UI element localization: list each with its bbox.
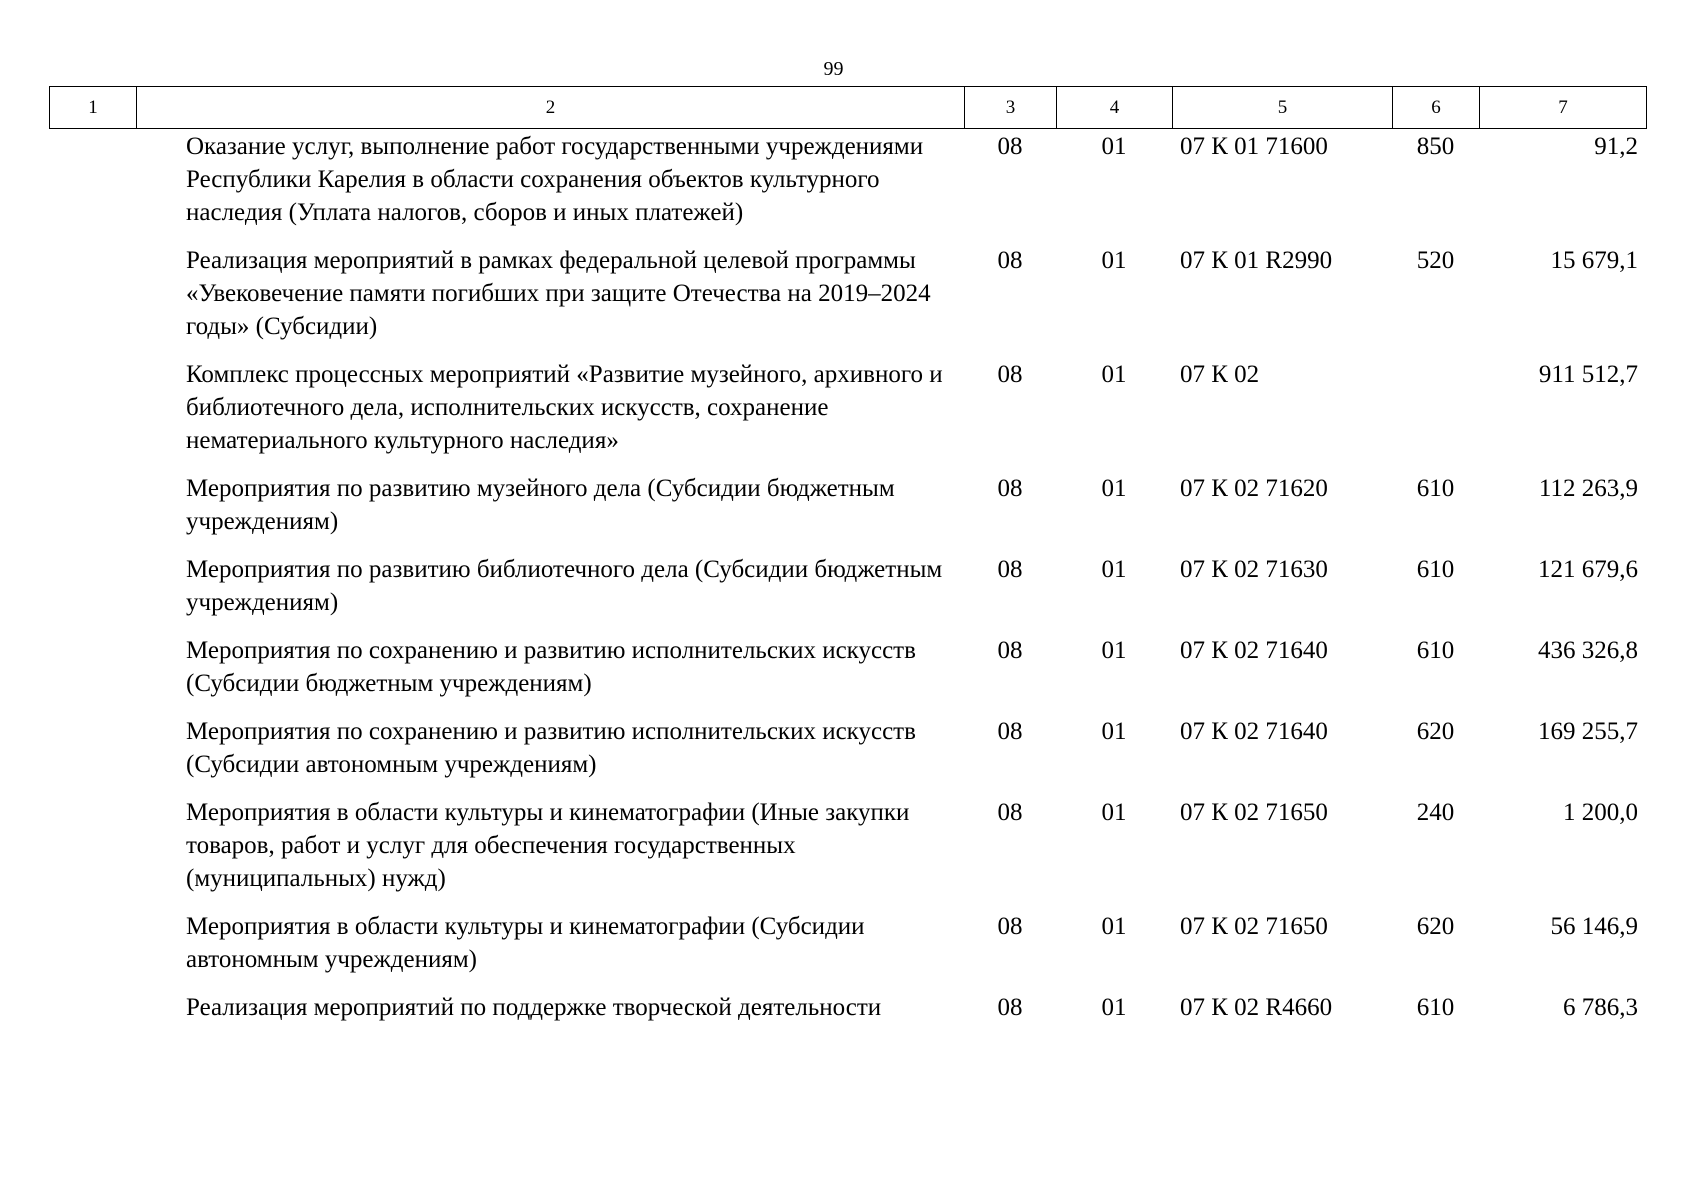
table-row (49, 553, 1646, 634)
table-header (49, 86, 1647, 129)
header-cell-2: 2 (137, 87, 965, 129)
cell-expense-type: 610 (1416, 556, 1455, 583)
cell-col-1 (49, 358, 91, 472)
cell-target-article: 07 К 02 (1180, 361, 1260, 388)
cell-col-1 (49, 244, 91, 358)
cell-amount: 169 255,7 (1538, 718, 1638, 745)
table-row (49, 796, 1646, 910)
header-cell-7: 7 (1480, 87, 1647, 129)
cell-section: 08 (997, 718, 1023, 745)
cell-subsection: 01 (1101, 133, 1127, 160)
header-cell-1: 1 (50, 87, 137, 129)
page-number-text: 99 (823, 58, 844, 80)
cell-amount: 56 146,9 (1550, 913, 1638, 940)
cell-target-article: 07 К 02 71630 (1180, 556, 1328, 583)
header-cell-3: 3 (965, 87, 1057, 129)
cell-col-1 (49, 472, 91, 553)
cell-target-article: 07 К 02 71650 (1180, 799, 1328, 826)
cell-amount: 6 786,3 (1563, 994, 1638, 1021)
cell-col-1 (49, 910, 91, 991)
cell-section: 08 (997, 361, 1023, 388)
cell-amount: 1 200,0 (1563, 799, 1638, 826)
cell-target-article: 07 К 02 71640 (1180, 718, 1328, 745)
cell-subsection: 01 (1101, 247, 1127, 274)
cell-expense-type: 610 (1416, 994, 1455, 1021)
cell-description: Мероприятия по сохранению и развитию исполнительских искусств (Субсидии автономным учреждениям) (186, 718, 916, 778)
page-number (0, 58, 1697, 81)
cell-target-article: 07 К 02 R4660 (1180, 994, 1333, 1021)
cell-section: 08 (997, 247, 1023, 274)
cell-col-1 (49, 553, 91, 634)
cell-target-article: 07 К 02 71650 (1180, 913, 1328, 940)
cell-col-1 (49, 991, 91, 1039)
cell-subsection: 01 (1101, 475, 1127, 502)
cell-target-article: 07 К 02 71640 (1180, 637, 1328, 664)
cell-amount: 436 326,8 (1538, 637, 1638, 664)
cell-target-article: 07 К 02 71620 (1180, 475, 1328, 502)
budget-table (49, 130, 1646, 1039)
cell-expense-type: 850 (1416, 133, 1455, 160)
cell-expense-type: 520 (1416, 247, 1455, 274)
cell-description: Реализация мероприятий в рамках федеральной целевой программы «Увековечение памяти погибших при защите Отечества на 2019–2024 годы» (Субсидии) (186, 247, 931, 340)
cell-expense-type: 610 (1416, 475, 1455, 502)
cell-col-1 (49, 796, 91, 910)
cell-target-article: 07 К 01 71600 (1180, 133, 1328, 160)
cell-expense-type: 620 (1416, 913, 1455, 940)
cell-amount: 112 263,9 (1538, 475, 1638, 502)
cell-description: Оказание услуг, выполнение работ государственными учреждениями Республики Карелия в области сохранения объектов культурного наследия (Уплата налогов, сборов и иных платежей) (186, 133, 924, 226)
table-row (49, 634, 1646, 715)
cell-target-article: 07 К 01 R2990 (1180, 247, 1333, 274)
cell-section: 08 (997, 475, 1023, 502)
cell-section: 08 (997, 799, 1023, 826)
cell-section: 08 (997, 913, 1023, 940)
cell-amount: 15 679,1 (1550, 247, 1638, 274)
header-cell-6: 6 (1393, 87, 1480, 129)
cell-subsection: 01 (1101, 718, 1127, 745)
table-row (49, 910, 1646, 991)
cell-subsection: 01 (1101, 361, 1127, 388)
table-row (49, 244, 1646, 358)
cell-description: Реализация мероприятий по поддержке творческой деятельности (186, 994, 882, 1021)
cell-expense-type: 620 (1416, 718, 1455, 745)
cell-description: Мероприятия в области культуры и кинематографии (Субсидии автономным учреждениям) (186, 913, 865, 973)
table-row (49, 358, 1646, 472)
cell-expense-type: 610 (1416, 637, 1455, 664)
cell-col-1 (49, 715, 91, 796)
table-row (49, 130, 1646, 244)
cell-expense-type: 240 (1416, 799, 1455, 826)
cell-amount: 91,2 (1594, 133, 1638, 160)
cell-section: 08 (997, 637, 1023, 664)
cell-section: 08 (997, 133, 1023, 160)
cell-col-1 (49, 634, 91, 715)
cell-subsection: 01 (1101, 913, 1127, 940)
cell-section: 08 (997, 994, 1023, 1021)
cell-amount: 121 679,6 (1538, 556, 1638, 583)
cell-col-1 (49, 130, 91, 244)
cell-description: Мероприятия в области культуры и кинематографии (Иные закупки товаров, работ и услуг для обеспечения государственных (муниципальных) нужд) (186, 799, 910, 892)
header-cell-4: 4 (1057, 87, 1173, 129)
cell-description: Мероприятия по сохранению и развитию исполнительских искусств (Субсидии бюджетным учреждениям) (186, 637, 916, 697)
cell-description: Мероприятия по развитию библиотечного дела (Субсидии бюджетным учреждениям) (186, 556, 943, 616)
cell-subsection: 01 (1101, 994, 1127, 1021)
cell-description: Комплекс процессных мероприятий «Развитие музейного, архивного и библиотечного дела, исполнительских искусств, сохранение нематериального культурного наследия» (186, 361, 943, 454)
cell-description: Мероприятия по развитию музейного дела (Субсидии бюджетным учреждениям) (186, 475, 895, 535)
table-row (49, 715, 1646, 796)
table-row (49, 991, 1646, 1039)
cell-subsection: 01 (1101, 556, 1127, 583)
header-row (50, 87, 1647, 129)
cell-expense-type (1392, 358, 1479, 472)
cell-amount: 911 512,7 (1538, 361, 1638, 388)
cell-subsection: 01 (1101, 637, 1127, 664)
header-cell-5: 5 (1173, 87, 1393, 129)
cell-subsection: 01 (1101, 799, 1127, 826)
table-row (49, 472, 1646, 553)
cell-section: 08 (997, 556, 1023, 583)
